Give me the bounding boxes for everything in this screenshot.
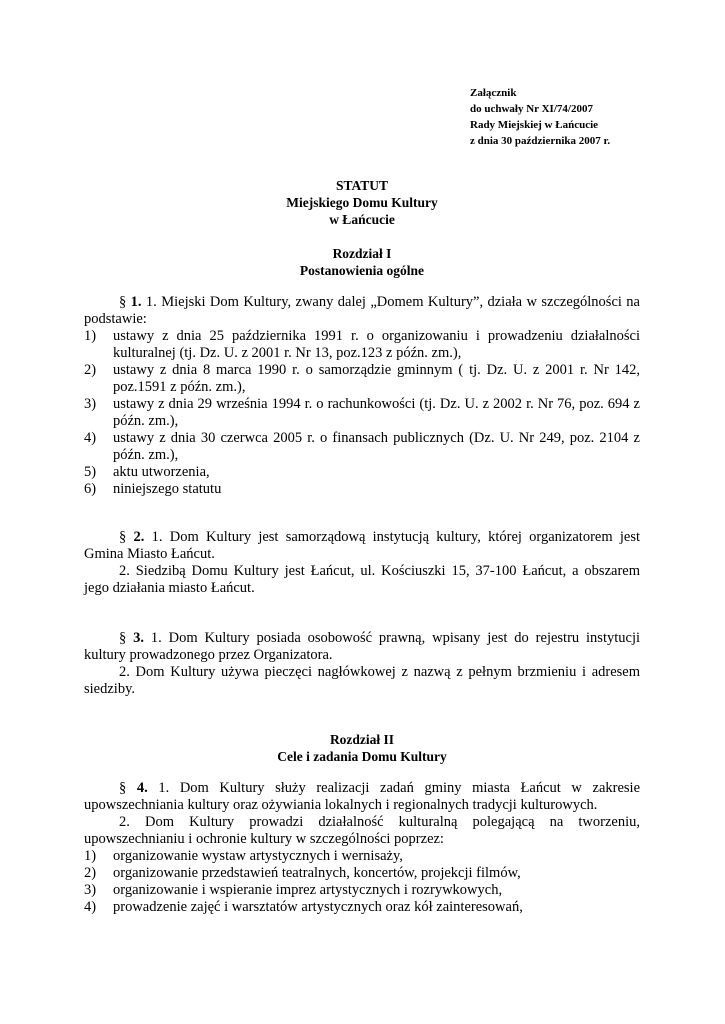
paragraph-2	[84, 529, 640, 597]
paragraph-1	[84, 294, 640, 328]
list-item: 3) ustawy z dnia 29 września 1994 r. o rachunkowości (tj. Dz. U. z 2002 r. Nr 76, poz. 694 z późn. zm.),	[84, 396, 640, 429]
title-line: Miejskiego Domu Kultury	[286, 195, 438, 210]
attachment-line: z dnia 30 października 2007 r.	[470, 135, 611, 147]
paragraph-text: 1. Dom Kultury służy realizacji zadań gminy miasta Łańcut w zakresie upowszechniania kultury oraz ożywiania lokalnych i regionalnych tradycji kulturowych.	[84, 780, 640, 813]
section-number: 3.	[133, 630, 144, 646]
section-sign: §	[119, 630, 134, 646]
title-line: STATUT	[335, 178, 389, 193]
list-item: 6) niniejszego statutu	[84, 481, 222, 497]
section-sign: §	[119, 529, 134, 545]
chapter-name: Cele i zadania Domu Kultury	[277, 749, 447, 764]
chapter-1-heading	[84, 245, 640, 279]
paragraph-text: 1. Dom Kultury jest samorządową instytucją kultury, której organizatorem jest Gmina Miasto Łańcut.	[84, 529, 641, 562]
chapter-2-heading	[84, 731, 640, 765]
paragraph-4-list	[84, 848, 640, 916]
paragraph-1-list	[84, 328, 640, 498]
chapter-number: Rozdział II	[329, 732, 395, 747]
paragraph-text: 2. Dom Kultury używa pieczęci nagłówkowej z nazwą z pełnym brzmieniu i adresem siedziby.	[84, 664, 640, 697]
list-item: 2) ustawy z dnia 8 marca 1990 r. o samorządzie gminnym ( tj. Dz. U. z 2001 r. Nr 142, poz.1591 z późn. zm.),	[84, 362, 640, 395]
attachment-note	[470, 85, 610, 149]
paragraph-text: 1. Dom Kultury posiada osobowość prawną, wpisany jest do rejestru instytucji kultury prowadzonego przez Organizatora.	[84, 630, 640, 663]
list-item: 4) ustawy z dnia 30 czerwca 2005 r. o finansach publicznych (Dz. U. Nr 249, poz. 2104 z późn. zm.),	[84, 430, 640, 463]
paragraph-text: 2. Dom Kultury prowadzi działalność kulturalną polegającą na tworzeniu, upowszechnianiu i ochronie kultury w szczególności poprzez:	[84, 814, 640, 847]
list-item: 4) prowadzenie zajęć i warsztatów artystycznych oraz kół zainteresowań,	[84, 899, 523, 915]
section-sign: §	[119, 780, 137, 796]
paragraph-text: 1. Miejski Dom Kultury, zwany dalej „Domem Kultury”, działa w szczególności na podstawie:	[84, 294, 640, 327]
document-title	[84, 177, 640, 228]
paragraph-4	[84, 780, 640, 848]
attachment-line: do uchwały Nr XI/74/2007	[470, 103, 593, 115]
attachment-line: Załącznik	[470, 87, 517, 99]
section-sign: §	[119, 294, 131, 310]
paragraph-text: 2. Siedzibą Domu Kultury jest Łańcut, ul. Kościuszki 15, 37-100 Łańcut, a obszarem jego działania miasto Łańcut.	[84, 563, 640, 596]
title-line: w Łańcucie	[329, 212, 395, 227]
paragraph-3	[84, 630, 640, 698]
list-item: 1) ustawy z dnia 25 października 1991 r. o organizowaniu i prowadzeniu działalności kulturalnej (tj. Dz. U. z 2001 r. Nr 13, poz.123 z późn. zm.),	[84, 328, 640, 361]
section-number: 1.	[130, 294, 142, 310]
chapter-number: Rozdział I	[332, 246, 392, 261]
list-item: 2) organizowanie przedstawień teatralnych, koncertów, projekcji filmów,	[84, 865, 521, 881]
list-item: 3) organizowanie i wspieranie imprez artystycznych i rozrywkowych,	[84, 882, 503, 898]
list-item: 5) aktu utworzenia,	[84, 464, 210, 480]
section-number: 2.	[133, 529, 145, 545]
attachment-line: Rady Miejskiej w Łańcucie	[470, 119, 599, 131]
section-number: 4.	[136, 780, 148, 796]
list-item: 1) organizowanie wystaw artystycznych i wernisaży,	[84, 848, 403, 864]
chapter-name: Postanowienia ogólne	[299, 263, 425, 278]
